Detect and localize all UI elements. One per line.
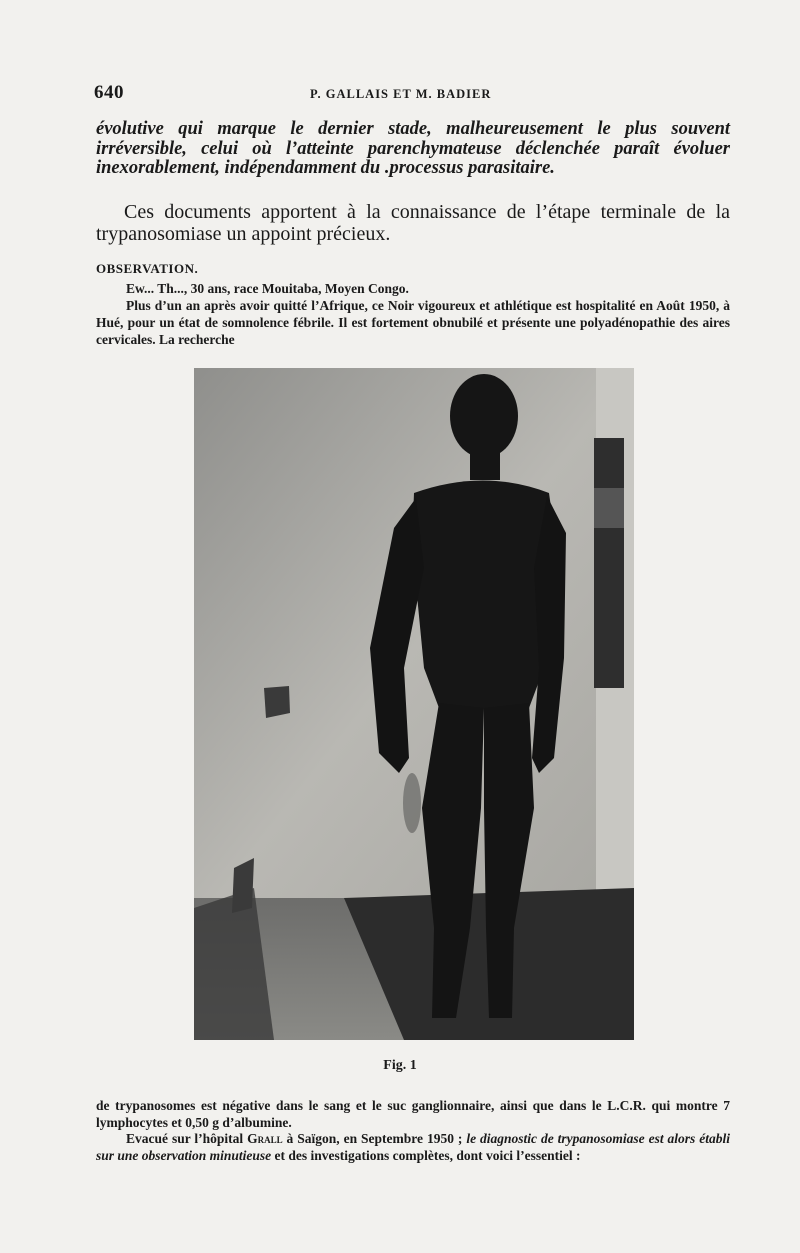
intro-italic-paragraph: évolutive qui marque le dernier stade, malheureusement le plus souvent irréversible, celui où l’atteinte parenchymateuse déclenchée paraît évoluer inexorablement, indépendamment du .processus parasitaire. — [96, 119, 730, 178]
running-head: P. GALLAIS ET M. BADIER — [310, 87, 492, 101]
page-number: 640 — [94, 82, 124, 103]
evacuation-paragraph — [96, 1130, 730, 1164]
observation-heading: OBSERVATION. — [96, 261, 199, 276]
photo-standing-man — [194, 368, 634, 1040]
figure-photo — [194, 368, 634, 1040]
hospital-name: Grall — [247, 1131, 283, 1146]
continuation-text: de trypanosomes est négative dans le sang et le suc ganglionnaire, ainsi que dans le L.C.R. qui montre 7 lymphocytes et 0,50 g d’albumine. — [96, 1098, 730, 1130]
figure-caption: Fig. 1 — [383, 1058, 417, 1073]
evac-suffix: et des investigations complètes, dont voici l’essentiel : — [271, 1148, 581, 1163]
intro-lead-paragraph: Ces documents apportent à la connaissance de l’étape terminale de la trypanosomiase un appoint précieux. — [96, 201, 730, 245]
evac-italic: le diagnostic de trypanosomiase est alors établi sur une observation minutieuse — [96, 1131, 730, 1163]
evac-prefix: Evacué sur l’hôpital — [126, 1131, 248, 1146]
observation-body: Plus d’un an après avoir quitté l’Afrique, ce Noir vigoureux et athlétique est hospitalité en Août 1950, à Hué, pour un état de somnolence fébrile. Il est fortement obnubilé et présente une polyadénopathie des aires cervicales. La recherche — [96, 298, 730, 347]
observation-patient: Ew... Th..., 30 ans, race Mouitaba, Moyen Congo. — [126, 281, 409, 296]
evac-middle: à Saïgon, en Septembre 1950 ; — [282, 1131, 467, 1146]
